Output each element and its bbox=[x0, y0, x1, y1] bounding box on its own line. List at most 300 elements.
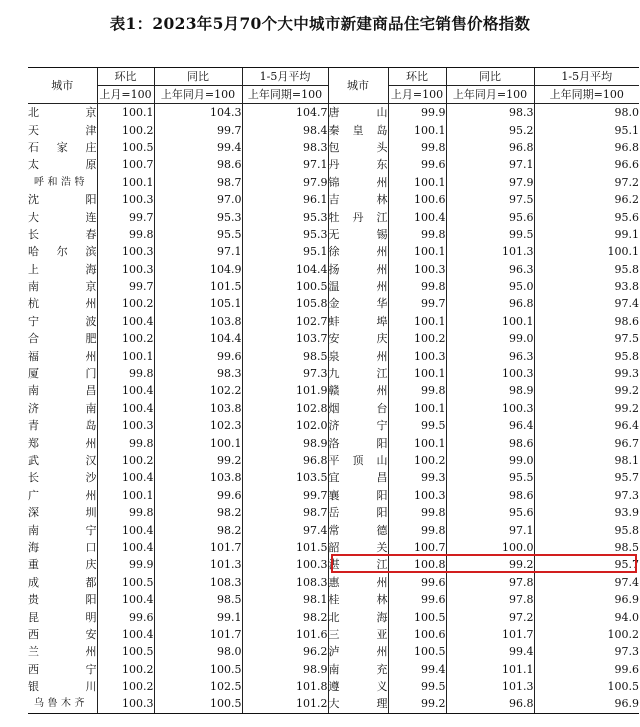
mom-value: 100.7 bbox=[388, 539, 446, 556]
table-row bbox=[28, 278, 639, 295]
avg-value: 98.1 bbox=[242, 591, 328, 608]
mom-value: 100.3 bbox=[97, 191, 154, 208]
yoy-value: 97.8 bbox=[446, 591, 534, 608]
yoy-value: 98.6 bbox=[446, 487, 534, 504]
mom-value: 99.8 bbox=[388, 521, 446, 538]
mom-value: 100.3 bbox=[388, 347, 446, 364]
mom-value: 99.8 bbox=[388, 278, 446, 295]
avg-value: 96.1 bbox=[242, 191, 328, 208]
avg-value: 95.1 bbox=[242, 243, 328, 260]
city-name: 合 肥 bbox=[28, 332, 97, 346]
avg-value: 95.7 bbox=[534, 556, 639, 573]
yoy-value: 99.6 bbox=[154, 347, 242, 364]
mom-value: 100.4 bbox=[388, 208, 446, 225]
header-avg-base-right: 上年同期=100 bbox=[534, 86, 639, 104]
yoy-value: 99.7 bbox=[154, 121, 242, 138]
avg-value: 100.5 bbox=[242, 278, 328, 295]
avg-value: 98.1 bbox=[534, 452, 639, 469]
avg-value: 97.2 bbox=[534, 174, 639, 191]
header-mom-right: 环比 bbox=[388, 68, 446, 86]
table-row bbox=[28, 591, 639, 608]
mom-value: 100.4 bbox=[97, 469, 154, 486]
yoy-value: 101.3 bbox=[446, 243, 534, 260]
table-row bbox=[28, 174, 639, 191]
header-avg-left: 1-5月平均 bbox=[242, 68, 328, 86]
city-name: 沈 阳 bbox=[28, 193, 97, 207]
table-row bbox=[28, 382, 639, 399]
mom-value: 99.8 bbox=[388, 504, 446, 521]
table-row bbox=[28, 574, 639, 591]
mom-value: 100.7 bbox=[97, 156, 154, 173]
avg-value: 98.3 bbox=[242, 139, 328, 156]
mom-value: 100.1 bbox=[97, 174, 154, 191]
avg-value: 94.0 bbox=[534, 608, 639, 625]
avg-value: 98.5 bbox=[242, 347, 328, 364]
avg-value: 98.4 bbox=[242, 121, 328, 138]
yoy-value: 99.5 bbox=[446, 226, 534, 243]
mom-value: 100.2 bbox=[97, 678, 154, 695]
mom-value: 100.4 bbox=[97, 626, 154, 643]
avg-value: 95.8 bbox=[534, 261, 639, 278]
header-city-left: 城市 bbox=[28, 68, 97, 104]
city-name: 温 州 bbox=[328, 278, 388, 295]
mom-value: 100.1 bbox=[388, 400, 446, 417]
city-name: 福 州 bbox=[28, 349, 97, 363]
avg-value: 97.4 bbox=[534, 295, 639, 312]
avg-value: 104.4 bbox=[242, 261, 328, 278]
mom-value: 100.1 bbox=[97, 104, 154, 122]
yoy-value: 97.1 bbox=[154, 243, 242, 260]
mom-value: 99.8 bbox=[97, 434, 154, 451]
mom-value: 100.3 bbox=[97, 261, 154, 278]
yoy-value: 101.5 bbox=[154, 278, 242, 295]
table-row bbox=[28, 295, 639, 312]
mom-value: 100.3 bbox=[388, 261, 446, 278]
avg-value: 101.5 bbox=[242, 539, 328, 556]
mom-value: 99.6 bbox=[388, 574, 446, 591]
table-row bbox=[28, 452, 639, 469]
mom-value: 100.1 bbox=[388, 434, 446, 451]
city-name: 惠 州 bbox=[328, 574, 388, 591]
yoy-value: 96.8 bbox=[446, 295, 534, 312]
yoy-value: 98.2 bbox=[154, 504, 242, 521]
mom-value: 100.2 bbox=[97, 452, 154, 469]
highlight-box-zhanjiang bbox=[331, 554, 637, 573]
avg-value: 93.9 bbox=[534, 504, 639, 521]
yoy-value: 97.1 bbox=[446, 521, 534, 538]
avg-value: 99.1 bbox=[534, 226, 639, 243]
mom-value: 100.1 bbox=[388, 243, 446, 260]
yoy-value: 96.3 bbox=[446, 347, 534, 364]
yoy-value: 96.4 bbox=[446, 417, 534, 434]
city-name: 长 沙 bbox=[28, 471, 97, 485]
yoy-value: 98.7 bbox=[154, 174, 242, 191]
yoy-value: 98.9 bbox=[446, 382, 534, 399]
header-mom-base-right: 上月=100 bbox=[388, 86, 446, 104]
avg-value: 96.2 bbox=[534, 191, 639, 208]
mom-value: 100.2 bbox=[97, 121, 154, 138]
mom-value: 99.9 bbox=[388, 104, 446, 122]
mom-value: 99.8 bbox=[97, 504, 154, 521]
yoy-value: 104.4 bbox=[154, 330, 242, 347]
mom-value: 100.4 bbox=[97, 521, 154, 538]
table-row bbox=[28, 156, 639, 173]
mom-value: 99.6 bbox=[388, 156, 446, 173]
yoy-value: 97.1 bbox=[446, 156, 534, 173]
yoy-value: 98.0 bbox=[154, 643, 242, 660]
city-name: 南 京 bbox=[28, 280, 97, 294]
mom-value: 99.7 bbox=[97, 208, 154, 225]
city-name: 重 庆 bbox=[28, 558, 97, 572]
avg-value: 108.3 bbox=[242, 574, 328, 591]
avg-value: 98.7 bbox=[242, 504, 328, 521]
mom-value: 100.4 bbox=[97, 591, 154, 608]
avg-value: 95.3 bbox=[242, 208, 328, 225]
yoy-value: 100.5 bbox=[154, 661, 242, 678]
table-row bbox=[28, 226, 639, 243]
yoy-value: 101.1 bbox=[446, 661, 534, 678]
avg-value: 98.2 bbox=[242, 608, 328, 625]
avg-value: 96.9 bbox=[534, 695, 639, 713]
table-title: 表1：2023年5月70个大中城市新建商品住宅销售价格指数 bbox=[109, 14, 531, 33]
avg-value: 95.6 bbox=[534, 208, 639, 225]
yoy-value: 95.3 bbox=[154, 208, 242, 225]
mom-value: 99.5 bbox=[388, 678, 446, 695]
table-row bbox=[28, 191, 639, 208]
avg-value: 103.5 bbox=[242, 469, 328, 486]
city-name: 泸 州 bbox=[328, 643, 388, 660]
city-name: 深 圳 bbox=[28, 506, 97, 520]
avg-value: 99.7 bbox=[242, 487, 328, 504]
city-name: 安 庆 bbox=[328, 330, 388, 347]
mom-value: 100.6 bbox=[388, 191, 446, 208]
table-row bbox=[28, 487, 639, 504]
yoy-value: 97.8 bbox=[446, 574, 534, 591]
avg-value: 95.7 bbox=[534, 469, 639, 486]
city-name: 常 德 bbox=[328, 521, 388, 538]
city-name: 泉 州 bbox=[328, 347, 388, 364]
city-name: 秦 皇 岛 bbox=[328, 121, 388, 138]
yoy-value: 98.5 bbox=[154, 591, 242, 608]
mom-value: 99.8 bbox=[388, 226, 446, 243]
yoy-value: 98.3 bbox=[154, 365, 242, 382]
city-name: 锦 州 bbox=[328, 174, 388, 191]
yoy-value: 100.3 bbox=[446, 400, 534, 417]
avg-value: 99.6 bbox=[534, 661, 639, 678]
city-name: 海 口 bbox=[28, 540, 97, 554]
avg-value: 100.5 bbox=[534, 678, 639, 695]
avg-value: 102.8 bbox=[242, 400, 328, 417]
yoy-value: 98.3 bbox=[446, 104, 534, 122]
city-name: 大 连 bbox=[28, 210, 97, 224]
mom-value: 100.1 bbox=[388, 121, 446, 138]
city-name: 济 宁 bbox=[328, 417, 388, 434]
yoy-value: 99.0 bbox=[446, 330, 534, 347]
mom-value: 99.9 bbox=[97, 556, 154, 573]
avg-value: 99.2 bbox=[534, 400, 639, 417]
mom-value: 100.4 bbox=[97, 400, 154, 417]
yoy-value: 105.1 bbox=[154, 295, 242, 312]
avg-value: 96.8 bbox=[534, 139, 639, 156]
yoy-value: 99.2 bbox=[154, 452, 242, 469]
mom-value: 99.6 bbox=[97, 608, 154, 625]
table-row bbox=[28, 313, 639, 330]
city-name: 徐 州 bbox=[328, 243, 388, 260]
mom-value: 99.3 bbox=[388, 469, 446, 486]
table-row bbox=[28, 608, 639, 625]
city-name: 石 家 庄 bbox=[28, 140, 97, 154]
table-row bbox=[28, 626, 639, 643]
city-name: 西 宁 bbox=[28, 662, 97, 676]
city-name: 吉 林 bbox=[328, 191, 388, 208]
avg-value: 95.8 bbox=[534, 521, 639, 538]
city-name: 丹 东 bbox=[328, 156, 388, 173]
city-name: 牡 丹 江 bbox=[328, 208, 388, 225]
header-mom-base-left: 上月=100 bbox=[97, 86, 154, 104]
avg-value: 98.9 bbox=[242, 661, 328, 678]
city-name: 大 理 bbox=[328, 695, 388, 713]
yoy-value: 98.6 bbox=[446, 434, 534, 451]
city-name: 青 岛 bbox=[28, 419, 97, 433]
city-name: 成 都 bbox=[28, 575, 97, 589]
avg-value: 104.7 bbox=[242, 104, 328, 122]
mom-value: 100.2 bbox=[97, 661, 154, 678]
mom-value: 100.1 bbox=[97, 347, 154, 364]
avg-value: 98.6 bbox=[534, 313, 639, 330]
yoy-value: 101.7 bbox=[446, 626, 534, 643]
mom-value: 100.5 bbox=[97, 574, 154, 591]
yoy-value: 102.5 bbox=[154, 678, 242, 695]
mom-value: 99.8 bbox=[97, 365, 154, 382]
city-name: 天 津 bbox=[28, 123, 97, 137]
city-name: 赣 州 bbox=[328, 382, 388, 399]
city-name: 广 州 bbox=[28, 488, 97, 502]
price-index-table bbox=[28, 67, 639, 714]
yoy-value: 95.6 bbox=[446, 208, 534, 225]
city-name: 南 充 bbox=[328, 661, 388, 678]
mom-value: 100.2 bbox=[97, 330, 154, 347]
city-name: 蚌 埠 bbox=[328, 313, 388, 330]
yoy-value: 102.2 bbox=[154, 382, 242, 399]
city-name: 长 春 bbox=[28, 227, 97, 241]
table-row bbox=[28, 661, 639, 678]
avg-value: 102.7 bbox=[242, 313, 328, 330]
mom-value: 100.5 bbox=[97, 139, 154, 156]
mom-value: 100.2 bbox=[388, 330, 446, 347]
yoy-value: 97.9 bbox=[446, 174, 534, 191]
yoy-value: 99.4 bbox=[154, 139, 242, 156]
avg-value: 96.9 bbox=[534, 591, 639, 608]
mom-value: 100.2 bbox=[97, 295, 154, 312]
mom-value: 99.5 bbox=[388, 417, 446, 434]
city-name: 厦 门 bbox=[28, 367, 97, 381]
city-name: 兰 州 bbox=[28, 645, 97, 659]
yoy-value: 95.5 bbox=[446, 469, 534, 486]
avg-value: 98.9 bbox=[242, 434, 328, 451]
mom-value: 100.5 bbox=[388, 643, 446, 660]
mom-value: 100.4 bbox=[97, 313, 154, 330]
city-name: 南 昌 bbox=[28, 384, 97, 398]
yoy-value: 97.0 bbox=[154, 191, 242, 208]
header-yoy-right: 同比 bbox=[446, 68, 534, 86]
yoy-value: 96.3 bbox=[446, 261, 534, 278]
city-name: 韶 关 bbox=[328, 539, 388, 556]
city-name: 贵 阳 bbox=[28, 593, 97, 607]
avg-value: 95.8 bbox=[534, 347, 639, 364]
city-name: 金 华 bbox=[328, 295, 388, 312]
city-name: 北 京 bbox=[28, 106, 97, 120]
mom-value: 100.2 bbox=[388, 452, 446, 469]
avg-value: 105.8 bbox=[242, 295, 328, 312]
mom-value: 100.1 bbox=[97, 487, 154, 504]
mom-value: 100.1 bbox=[388, 365, 446, 382]
city-name: 唐 山 bbox=[328, 104, 388, 122]
city-name: 南 宁 bbox=[28, 523, 97, 537]
yoy-value: 101.3 bbox=[154, 556, 242, 573]
avg-value: 97.4 bbox=[534, 574, 639, 591]
yoy-value: 100.3 bbox=[446, 365, 534, 382]
table-row bbox=[28, 121, 639, 138]
avg-value: 101.2 bbox=[242, 695, 328, 713]
avg-value: 103.7 bbox=[242, 330, 328, 347]
city-name: 宜 昌 bbox=[328, 469, 388, 486]
city-name: 三 亚 bbox=[328, 626, 388, 643]
avg-value: 98.0 bbox=[534, 104, 639, 122]
avg-value: 102.0 bbox=[242, 417, 328, 434]
avg-value: 96.8 bbox=[242, 452, 328, 469]
yoy-value: 95.5 bbox=[154, 226, 242, 243]
mom-value: 100.3 bbox=[388, 487, 446, 504]
avg-value: 96.6 bbox=[534, 156, 639, 173]
yoy-value: 103.8 bbox=[154, 313, 242, 330]
mom-value: 99.2 bbox=[388, 695, 446, 713]
avg-value: 96.2 bbox=[242, 643, 328, 660]
yoy-value: 100.0 bbox=[446, 539, 534, 556]
yoy-value: 104.3 bbox=[154, 104, 242, 122]
table-row bbox=[28, 104, 639, 122]
yoy-value: 100.1 bbox=[446, 313, 534, 330]
city-name: 太 原 bbox=[28, 158, 97, 172]
yoy-value: 101.3 bbox=[446, 678, 534, 695]
avg-value: 99.3 bbox=[534, 365, 639, 382]
mom-value: 100.8 bbox=[388, 556, 446, 573]
avg-value: 98.5 bbox=[534, 539, 639, 556]
city-name: 平 顶 山 bbox=[328, 452, 388, 469]
table-row bbox=[28, 400, 639, 417]
city-name: 乌鲁木齐 bbox=[28, 695, 97, 713]
yoy-value: 98.2 bbox=[154, 521, 242, 538]
header-yoy-left: 同比 bbox=[154, 68, 242, 86]
yoy-value: 99.1 bbox=[154, 608, 242, 625]
mom-value: 99.8 bbox=[97, 226, 154, 243]
yoy-value: 101.7 bbox=[154, 626, 242, 643]
city-name: 无 锡 bbox=[328, 226, 388, 243]
avg-value: 101.6 bbox=[242, 626, 328, 643]
avg-value: 97.3 bbox=[534, 487, 639, 504]
yoy-value: 104.9 bbox=[154, 261, 242, 278]
city-name: 烟 台 bbox=[328, 400, 388, 417]
yoy-value: 108.3 bbox=[154, 574, 242, 591]
mom-value: 99.6 bbox=[388, 591, 446, 608]
yoy-value: 99.0 bbox=[446, 452, 534, 469]
city-name: 桂 林 bbox=[328, 591, 388, 608]
table-row bbox=[28, 643, 639, 660]
mom-value: 100.1 bbox=[388, 174, 446, 191]
table-row bbox=[28, 330, 639, 347]
yoy-value: 99.6 bbox=[154, 487, 242, 504]
yoy-value: 99.2 bbox=[446, 556, 534, 573]
table-row bbox=[28, 347, 639, 364]
city-name: 哈 尔 滨 bbox=[28, 245, 97, 259]
city-name: 扬 州 bbox=[328, 261, 388, 278]
table-row bbox=[28, 243, 639, 260]
table-row bbox=[28, 678, 639, 695]
mom-value: 100.4 bbox=[97, 539, 154, 556]
mom-value: 100.1 bbox=[388, 313, 446, 330]
city-name: 银 川 bbox=[28, 680, 97, 694]
avg-value: 101.9 bbox=[242, 382, 328, 399]
mom-value: 99.4 bbox=[388, 661, 446, 678]
avg-value: 97.3 bbox=[534, 643, 639, 660]
avg-value: 96.4 bbox=[534, 417, 639, 434]
avg-value: 97.4 bbox=[242, 521, 328, 538]
avg-value: 97.1 bbox=[242, 156, 328, 173]
mom-value: 100.5 bbox=[388, 608, 446, 625]
header-avg-base-left: 上年同期=100 bbox=[242, 86, 328, 104]
yoy-value: 95.6 bbox=[446, 504, 534, 521]
avg-value: 99.2 bbox=[534, 382, 639, 399]
table-row bbox=[28, 434, 639, 451]
header-yoy-base-right: 上年同月=100 bbox=[446, 86, 534, 104]
city-name: 武 汉 bbox=[28, 454, 97, 467]
city-name: 遵 义 bbox=[328, 678, 388, 695]
avg-value: 101.8 bbox=[242, 678, 328, 695]
avg-value: 97.5 bbox=[534, 330, 639, 347]
city-name: 昆 明 bbox=[28, 610, 97, 624]
table-row bbox=[28, 417, 639, 434]
mom-value: 100.3 bbox=[97, 243, 154, 260]
city-name: 济 南 bbox=[28, 401, 97, 415]
avg-value: 100.2 bbox=[534, 626, 639, 643]
mom-value: 99.8 bbox=[388, 139, 446, 156]
avg-value: 97.9 bbox=[242, 174, 328, 191]
city-name: 宁 波 bbox=[28, 314, 97, 328]
avg-value: 95.3 bbox=[242, 226, 328, 243]
city-name: 上 海 bbox=[28, 262, 97, 276]
yoy-value: 95.2 bbox=[446, 121, 534, 138]
city-name: 郑 州 bbox=[28, 436, 97, 450]
yoy-value: 98.6 bbox=[154, 156, 242, 173]
table-row bbox=[28, 521, 639, 538]
city-name: 九 江 bbox=[328, 365, 388, 382]
avg-value: 100.1 bbox=[534, 243, 639, 260]
table-row bbox=[28, 139, 639, 156]
mom-value: 99.7 bbox=[97, 278, 154, 295]
yoy-value: 102.3 bbox=[154, 417, 242, 434]
city-name: 呼和浩特 bbox=[34, 176, 85, 188]
header-avg-right: 1-5月平均 bbox=[534, 68, 639, 86]
avg-value: 95.1 bbox=[534, 121, 639, 138]
city-name: 岳 阳 bbox=[328, 504, 388, 521]
yoy-value: 95.0 bbox=[446, 278, 534, 295]
yoy-value: 96.8 bbox=[446, 695, 534, 713]
avg-value: 96.7 bbox=[534, 434, 639, 451]
avg-value: 97.3 bbox=[242, 365, 328, 382]
table-row bbox=[28, 261, 639, 278]
header-mom-left: 环比 bbox=[97, 68, 154, 86]
yoy-value: 101.7 bbox=[154, 539, 242, 556]
yoy-value: 103.8 bbox=[154, 469, 242, 486]
